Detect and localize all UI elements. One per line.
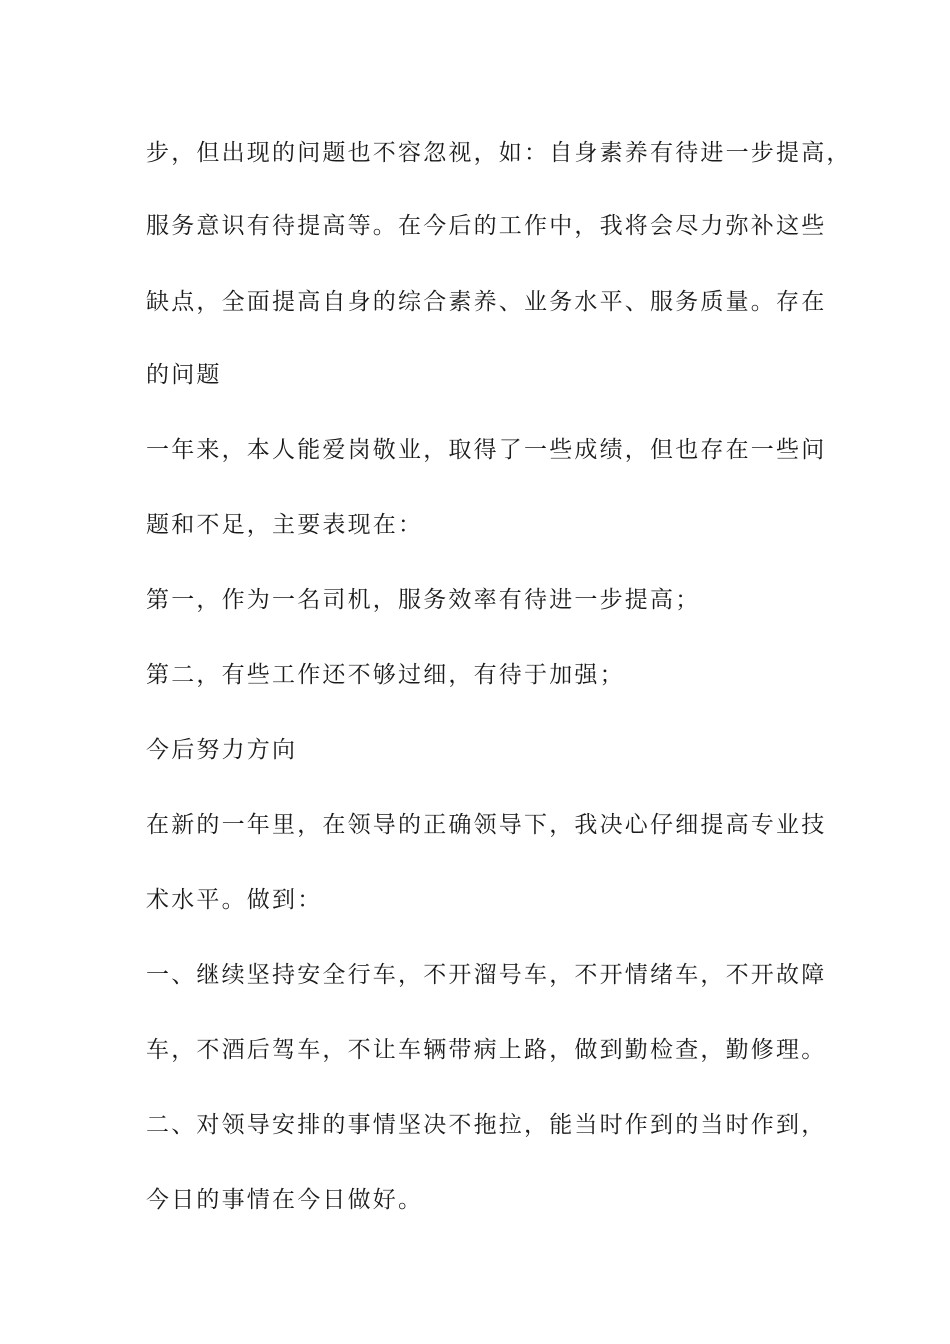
text-line: 在新的一年里，在领导的正确领导下，我决心仔细提高专业技	[146, 812, 827, 838]
list-item-one: 一、继续坚持安全行车，不开溜号车，不开情绪车，不开故障	[146, 962, 827, 988]
list-item-two: 二、对领导安排的事情坚决不拖拉，能当时作到的当时作到，	[146, 1112, 827, 1138]
text-line: 一年来，本人能爱岗敬业，取得了一些成绩，但也存在一些问	[146, 437, 827, 463]
text-line: 步，但出现的问题也不容忽视，如：自身素养有待进一步提高，	[146, 140, 852, 166]
text-line: 术水平。做到：	[146, 887, 323, 913]
list-item-first: 第一，作为一名司机，服务效率有待进一步提高；	[146, 587, 701, 613]
section-heading-problems: 的问题	[146, 362, 222, 388]
text-line: 缺点，全面提高自身的综合素养、业务水平、服务质量。存在	[146, 289, 827, 315]
list-item-second: 第二，有些工作还不够过细，有待于加强；	[146, 662, 625, 688]
text-line: 车，不酒后驾车，不让车辆带病上路，做到勤检查，勤修理。	[146, 1037, 827, 1063]
text-line: 题和不足，主要表现在：	[146, 512, 424, 538]
text-line: 今日的事情在今日做好。	[146, 1187, 424, 1213]
text-line: 服务意识有待提高等。在今后的工作中，我将会尽力弥补这些	[146, 213, 827, 239]
section-heading-direction: 今后努力方向	[146, 737, 298, 763]
